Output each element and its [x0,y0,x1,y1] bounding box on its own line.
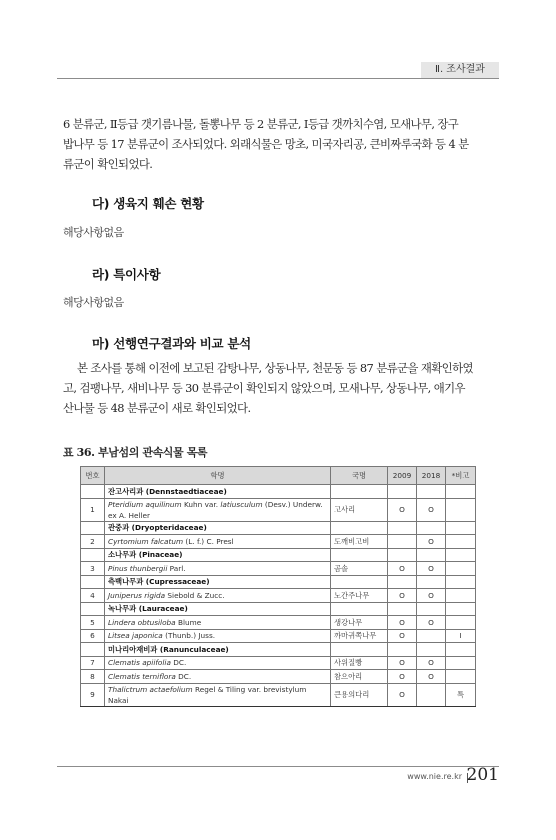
note-mark [446,616,476,630]
header-2009: 2009 [388,467,417,485]
year-2018-mark: O [417,616,446,630]
section-body-habitat: 해당사항없음 [63,226,124,239]
year-2018-cell [417,485,446,499]
year-2018-mark: O [417,535,446,549]
year-2009-mark: O [388,498,417,521]
number-cell [81,602,105,616]
year-2009-mark: O [388,562,417,576]
korean-name: 큰용의다리 [331,683,388,706]
note-mark [446,656,476,670]
species-number: 8 [81,670,105,684]
scientific-epithet: Litsea japonica [108,631,163,641]
species-row [81,562,476,576]
number-cell [81,575,105,589]
header-note: *비고 [446,467,476,485]
species-number: 7 [81,656,105,670]
family-row [81,521,476,535]
korean-name-cell [331,521,388,535]
scientific-epithet: latiusculum [220,499,263,509]
author-citation: Regel & Tiling var. brevistylum Nakai [108,684,307,705]
author-citation: (Thunb.) Juss. [162,631,216,641]
year-2018-mark: O [417,656,446,670]
year-2018-mark: O [417,670,446,684]
species-number: 1 [81,498,105,521]
family-row [81,643,476,657]
author-citation: Siebold & Zucc. [165,590,225,600]
species-row [81,498,476,521]
note-cell [446,521,476,535]
scientific-epithet: Thalictrum actaefolium [108,684,193,694]
note-mark [446,498,476,521]
year-2009-mark [388,535,417,549]
family-name: 잔고사리과 (Dennstaedtiaceae) [105,485,331,499]
note-cell [446,485,476,499]
header-rule [57,78,499,79]
year-2018-cell [417,575,446,589]
footer-url: www.nie.re.kr [407,772,462,781]
comparison-line: 산나물 등 48 분류군이 새로 확인되었다. [63,401,251,415]
species-row [81,656,476,670]
scientific-epithet: Clematis terniflora [108,671,176,681]
korean-name-cell [331,485,388,499]
scientific-name [105,656,331,670]
year-2018-cell [417,602,446,616]
korean-name: 까마귀쪽나무 [331,629,388,643]
year-2018-cell [417,521,446,535]
family-name: 녹나무과 (Lauraceae) [105,602,331,616]
note-cell [446,602,476,616]
page-number: 201 [466,765,499,785]
year-2009-mark: O [388,589,417,603]
year-2009-cell [388,575,417,589]
note-mark [446,670,476,684]
table-caption: 표 36. 부남섬의 관속식물 목록 [63,446,208,459]
species-number: 4 [81,589,105,603]
scientific-name [105,562,331,576]
scientific-epithet: Cyrtomium falcatum [108,536,184,546]
family-row [81,548,476,562]
species-number: 3 [81,562,105,576]
section-title-habitat: 다) 생육지 훼손 현황 [92,196,204,211]
species-row [81,589,476,603]
scientific-epithet: Pinus thunbergii [108,563,168,573]
species-row [81,629,476,643]
comparison-line: 본 조사를 통해 이전에 보고된 감탕나무, 상동나무, 천문동 등 87 분류군을 재확인하였 [77,361,473,375]
korean-name-cell [331,643,388,657]
number-cell [81,548,105,562]
intro-line: 밥나무 등 17 분류군이 조사되었다. 외래식물은 망초, 미국자리공, 큰비짜루국화 등 4 분 [63,137,469,151]
year-2018-mark: O [417,562,446,576]
header-2018: 2018 [417,467,446,485]
korean-name: 고사리 [331,498,388,521]
korean-name: 생강나무 [331,616,388,630]
year-2009-mark: O [388,616,417,630]
section-body-special: 해당사항없음 [63,296,124,309]
korean-name: 곰솔 [331,562,388,576]
year-2018-cell [417,548,446,562]
year-2018-mark: O [417,498,446,521]
species-row [81,683,476,706]
footer-rule [57,766,499,767]
author-citation: Kuhn var. [181,499,221,509]
korean-name-cell [331,548,388,562]
scientific-name [105,629,331,643]
note-cell [446,643,476,657]
korean-name-cell [331,602,388,616]
note-mark [446,535,476,549]
comparison-line: 고, 검팽나무, 새비나무 등 30 분류군이 확인되지 않았으며, 모새나무, 상동나무, 애기우 [63,381,465,395]
table-body [81,485,476,707]
family-name: 미나리아재비과 (Ranunculaceae) [105,643,331,657]
author-citation: Blume [175,617,202,627]
year-2009-cell [388,485,417,499]
korean-name: 사위질빵 [331,656,388,670]
family-name: 측백나무과 (Cupressaceae) [105,575,331,589]
year-2018-mark [417,683,446,706]
intro-line: 6 분류군, Ⅱ등급 갯기름나물, 돌뽕나무 등 2 분류군, Ⅰ등급 갯까치수염, 모새나무, 장구 [63,117,459,131]
plant-list-table [80,466,476,707]
section-title-special: 라) 특이사항 [92,267,161,282]
year-2009-cell [388,548,417,562]
note-cell [446,575,476,589]
year-2009-mark: O [388,629,417,643]
scientific-name [105,498,331,521]
note-mark [446,562,476,576]
scientific-epithet: Pteridium aquilinum [108,499,182,509]
header-korean-name: 국명 [331,467,388,485]
korean-name: 참으아리 [331,670,388,684]
note-mark [446,589,476,603]
note-mark: Ⅰ [446,629,476,643]
species-number: 9 [81,683,105,706]
species-number: 6 [81,629,105,643]
year-2018-mark [417,629,446,643]
author-citation: (L. f.) C. Presl [183,536,234,546]
number-cell [81,485,105,499]
scientific-name [105,589,331,603]
number-cell [81,521,105,535]
species-number: 5 [81,616,105,630]
korean-name: 도깨비고비 [331,535,388,549]
header-scientific-name: 학명 [105,467,331,485]
year-2009-cell [388,521,417,535]
family-row [81,602,476,616]
author-citation: DC. [175,671,192,681]
species-row [81,616,476,630]
note-cell [446,548,476,562]
scientific-epithet: Juniperus rigida [108,590,166,600]
section-tab: Ⅱ. 조사결과 [421,62,499,78]
year-2018-cell [417,643,446,657]
author-citation: DC. [170,658,187,668]
family-name: 소나무과 (Pinaceae) [105,548,331,562]
comparison-paragraph [63,358,493,418]
korean-name-cell [331,575,388,589]
year-2018-mark: O [417,589,446,603]
scientific-name [105,670,331,684]
scientific-name [105,683,331,706]
species-row [81,670,476,684]
korean-name: 노간주나무 [331,589,388,603]
year-2009-mark: O [388,683,417,706]
scientific-name [105,616,331,630]
author-citation: (Desv.) Underw. ex A. Heller [108,499,323,520]
year-2009-mark: O [388,670,417,684]
family-row [81,575,476,589]
family-row [81,485,476,499]
year-2009-mark: O [388,656,417,670]
scientific-name [105,535,331,549]
intro-paragraph [63,114,493,174]
scientific-epithet: Lindera obtusiloba [108,617,176,627]
intro-line: 류군이 확인되었다. [63,157,153,171]
author-citation: Parl. [167,563,186,573]
header-number: 번호 [81,467,105,485]
year-2009-cell [388,643,417,657]
note-mark: 특 [446,683,476,706]
family-name: 관중과 (Dryopteridaceae) [105,521,331,535]
scientific-epithet: Clematis apiifolia [108,658,171,668]
table-header-row [81,467,476,485]
section-title-comparison: 마) 선행연구결과와 비교 분석 [92,336,251,351]
year-2009-cell [388,602,417,616]
species-number: 2 [81,535,105,549]
species-row [81,535,476,549]
number-cell [81,643,105,657]
